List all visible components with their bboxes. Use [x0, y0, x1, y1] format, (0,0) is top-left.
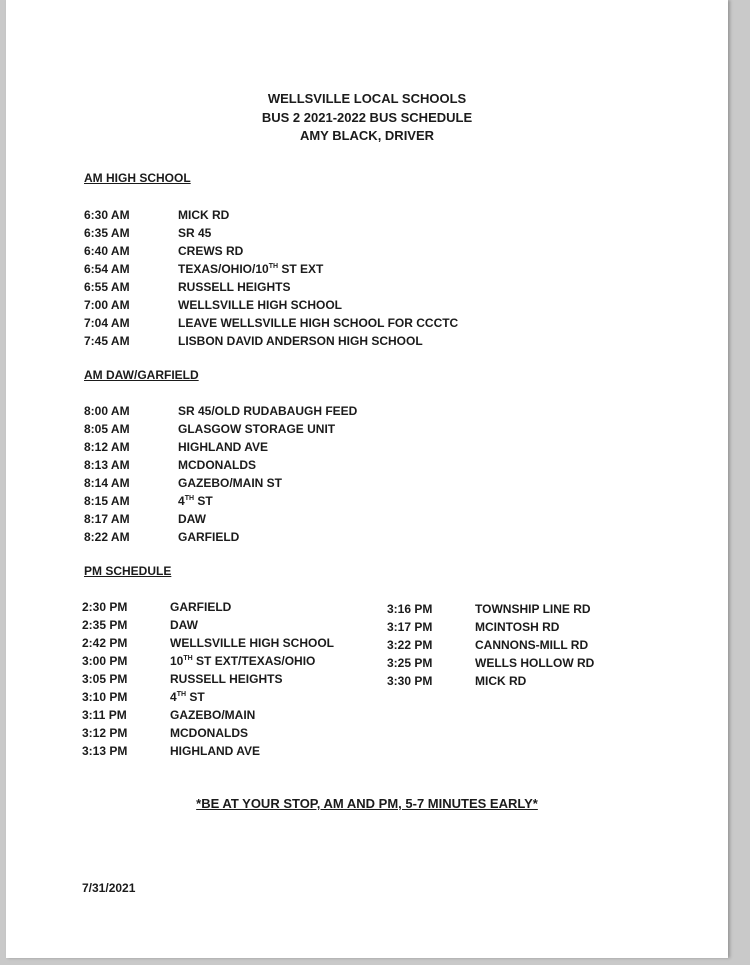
- stop: GAZEBO/MAIN ST: [178, 476, 282, 490]
- stop: DAW: [178, 512, 206, 526]
- stop: LISBON DAVID ANDERSON HIGH SCHOOL: [178, 334, 423, 348]
- time: 3:25 PM: [387, 656, 433, 670]
- time: 8:05 AM: [84, 422, 130, 436]
- stop: MICK RD: [475, 674, 527, 688]
- time: 6:55 AM: [84, 280, 130, 294]
- time: 7:00 AM: [84, 298, 130, 312]
- stop: GAZEBO/MAIN: [170, 708, 256, 722]
- time: 3:22 PM: [387, 638, 433, 652]
- time: 8:00 AM: [84, 404, 130, 418]
- time: 7:04 AM: [84, 316, 130, 330]
- time: 6:54 AM: [84, 262, 130, 276]
- time: 8:12 AM: [84, 440, 130, 454]
- stop: MICK RD: [178, 208, 230, 222]
- time: 7:45 AM: [84, 334, 130, 348]
- document-date: 7/31/2021: [82, 881, 136, 895]
- time: 6:30 AM: [84, 208, 130, 222]
- stop: GARFIELD: [170, 600, 232, 614]
- stop: CREWS RD: [178, 244, 244, 258]
- time: 3:30 PM: [387, 674, 433, 688]
- stop: DAW: [170, 618, 198, 632]
- stop: LEAVE WELLSVILLE HIGH SCHOOL FOR CCCTC: [178, 316, 459, 330]
- time: 3:17 PM: [387, 620, 433, 634]
- section-title-am-daw-garfield: AM DAW/GARFIELD: [84, 368, 199, 382]
- schedule-page: [6, 0, 728, 958]
- time: 3:05 PM: [82, 672, 128, 686]
- time: 2:35 PM: [82, 618, 128, 632]
- time: 8:15 AM: [84, 494, 130, 508]
- stop: MCINTOSH RD: [475, 620, 560, 634]
- time: 3:00 PM: [82, 654, 128, 668]
- section-title-am-high-school: AM HIGH SCHOOL: [84, 171, 191, 185]
- stop: HIGHLAND AVE: [178, 440, 268, 454]
- time: 8:22 AM: [84, 530, 130, 544]
- stop: 4TH ST: [178, 494, 213, 508]
- school-name: WELLSVILLE LOCAL SCHOOLS: [267, 91, 467, 106]
- schedule-title: BUS 2 2021-2022 BUS SCHEDULE: [261, 109, 473, 125]
- time: 2:42 PM: [82, 636, 128, 650]
- time: 6:35 AM: [84, 226, 130, 240]
- stop: MCDONALDS: [178, 458, 256, 472]
- time: 6:40 AM: [84, 244, 130, 258]
- stop: SR 45: [178, 226, 212, 240]
- section-title-pm-schedule: PM SCHEDULE: [84, 564, 172, 578]
- driver-name: AMY BLACK, DRIVER: [299, 128, 435, 143]
- time: 8:13 AM: [84, 458, 130, 472]
- time: 3:12 PM: [82, 726, 128, 740]
- time: 3:10 PM: [82, 690, 128, 704]
- time: 3:16 PM: [387, 602, 433, 616]
- stop: MCDONALDS: [170, 726, 248, 740]
- stop: 10TH ST EXT/TEXAS/OHIO: [170, 654, 316, 668]
- stop: SR 45/OLD RUDABAUGH FEED: [178, 404, 358, 418]
- stop: RUSSELL HEIGHTS: [178, 280, 291, 294]
- time: 8:17 AM: [84, 512, 130, 526]
- stop: GLASGOW STORAGE UNIT: [178, 422, 336, 436]
- time: 3:13 PM: [82, 744, 128, 758]
- stop: WELLSVILLE HIGH SCHOOL: [170, 636, 334, 650]
- time: 3:11 PM: [82, 708, 127, 722]
- stop: HIGHLAND AVE: [170, 744, 260, 758]
- stop: GARFIELD: [178, 530, 240, 544]
- stop: WELLS HOLLOW RD: [475, 656, 595, 670]
- early-arrival-notice: *BE AT YOUR STOP, AM AND PM, 5-7 MINUTES EARLY*: [196, 796, 538, 811]
- stop: TEXAS/OHIO/10TH ST EXT: [178, 262, 324, 276]
- stop: CANNONS-MILL RD: [475, 638, 589, 652]
- stop: TOWNSHIP LINE RD: [475, 602, 591, 616]
- stop: RUSSELL HEIGHTS: [170, 672, 283, 686]
- time: 2:30 PM: [82, 600, 128, 614]
- stop: WELLSVILLE HIGH SCHOOL: [178, 298, 342, 312]
- document-header: [6, 90, 728, 146]
- time: 8:14 AM: [84, 476, 130, 490]
- stop: 4TH ST: [170, 690, 205, 704]
